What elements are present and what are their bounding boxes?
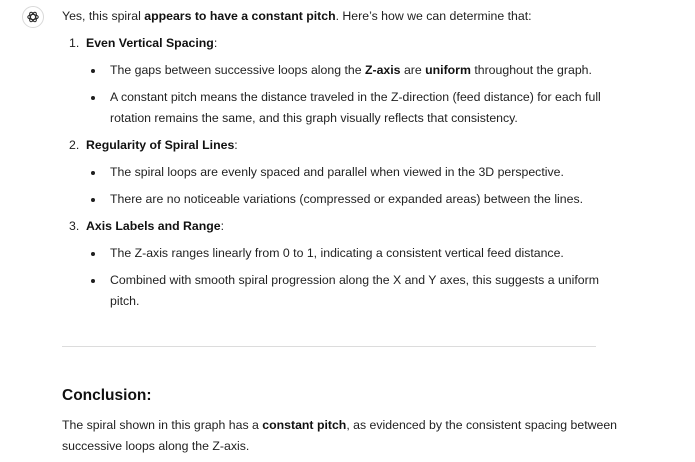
conclusion-text-continued: successive loops along the Z-axis.: [62, 439, 250, 453]
bullet-icon: [91, 198, 95, 202]
intro-text: Yes, this spiral appears to have a constant pitch. Here’s how we can determine that:: [62, 9, 532, 23]
list-number: 1.: [69, 36, 80, 50]
bullet-text: The Z-axis ranges linearly from 0 to 1, indicating a consistent vertical feed distance.: [110, 246, 564, 260]
bullet-icon: [91, 279, 95, 283]
conclusion-text: The spiral shown in this graph has a constant pitch, as evidenced by the consistent spacing between: [62, 418, 618, 432]
section-title: Even Vertical Spacing:: [86, 36, 218, 50]
bullet-text-continued: rotation remains the same, and this graph visually reflects that consistency.: [110, 111, 518, 125]
bullet-text: The gaps between successive loops along the Z-axis are uniform throughout the graph.: [110, 63, 592, 77]
bullet-text: The spiral loops are evenly spaced and parallel when viewed in the 3D perspective.: [110, 165, 564, 179]
chatgpt-logo-icon: [22, 6, 44, 28]
bullet-icon: [91, 252, 95, 256]
divider: [62, 346, 596, 347]
section-title: Axis Labels and Range:: [86, 219, 225, 233]
bullet-icon: [91, 69, 95, 73]
bullet-text: A constant pitch means the distance traveled in the Z-direction (feed distance) for each full: [110, 90, 601, 104]
conclusion-heading: Conclusion:: [62, 387, 152, 404]
list-number: 2.: [69, 138, 80, 152]
list-number: 3.: [69, 219, 80, 233]
bullet-text: Combined with smooth spiral progression along the X and Y axes, this suggests a uniform: [110, 273, 599, 287]
section-title: Regularity of Spiral Lines:: [86, 138, 238, 152]
bullet-icon: [91, 171, 95, 175]
bullet-text: There are no noticeable variations (compressed or expanded areas) between the lines.: [110, 192, 584, 206]
bullet-text-continued: pitch.: [110, 294, 140, 308]
bullet-icon: [91, 96, 95, 100]
